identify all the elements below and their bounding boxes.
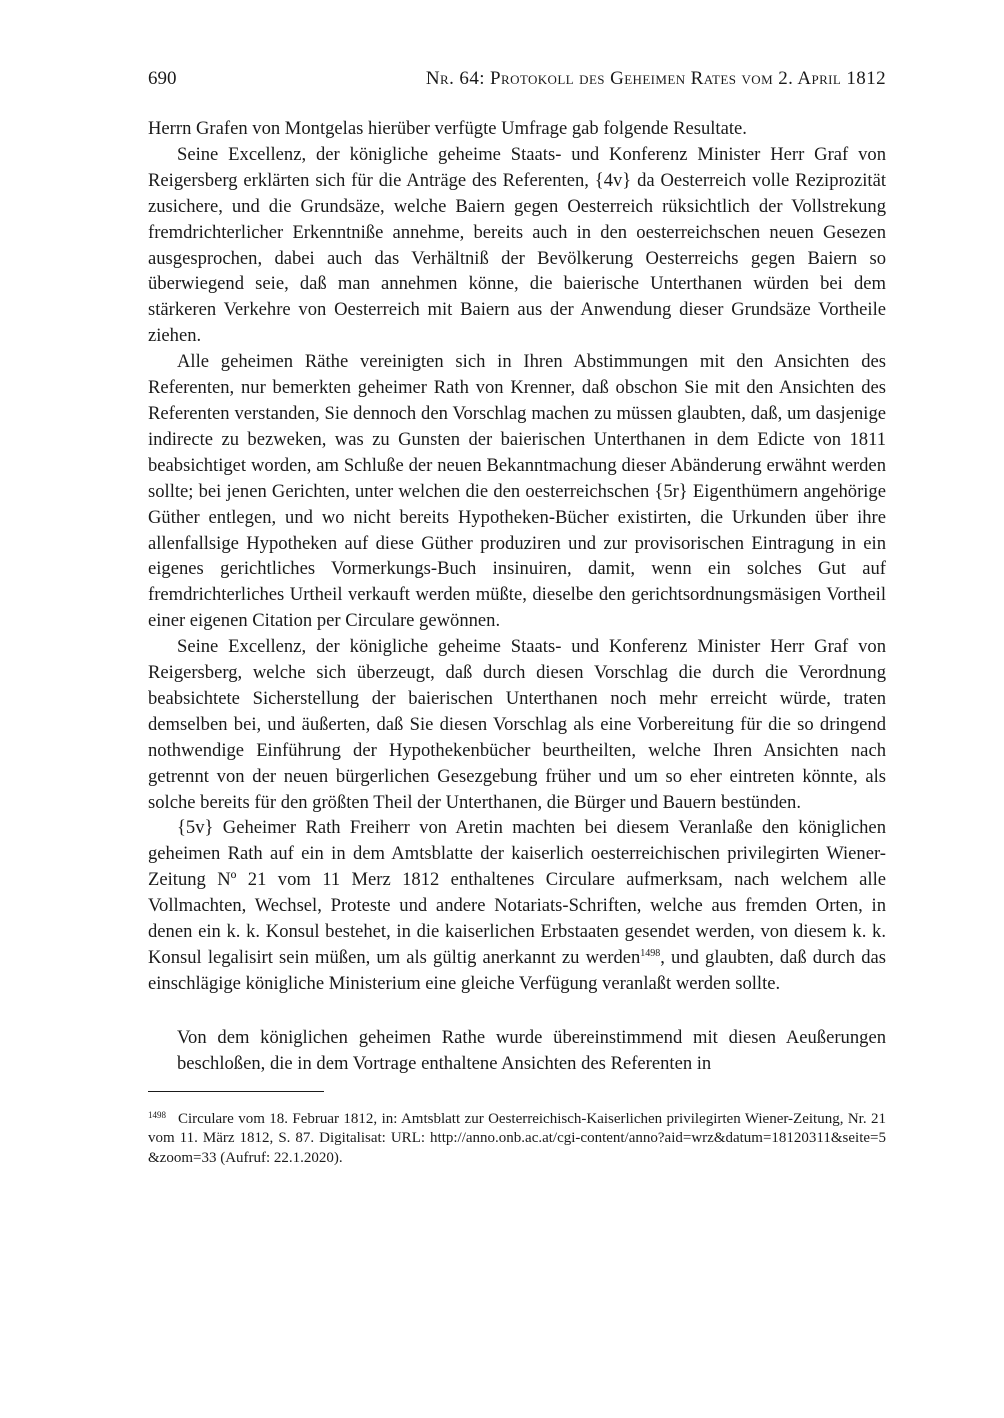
paragraph-3: Alle geheimen Räthe vereinigten sich in Ihren Abstimmungen mit den Ansichten des Referenten, nur bemerkten geheimer Rath von Krenner, daß obschon Sie mit den Ansichten des Referenten verstanden, Sie dennoch den Vorschlag machen zu müssen glaubten, daß, um dasjenige indirecte zu bezweken, was zu Gunsten der baierischen Unterthanen in dem Edicte von 1811 beabsichtiget worden, am Schluße der neuen Bekanntmachung dieser Abänderung erwähnt werden sollte; bei jenen Gerichten, unter welchen die den oesterreichschen {5r} Eigenthümern angehörige Güther entlegen, und wo nicht bereits Hypotheken-Bücher existirten, die Urkunden über ihre allenfallsige Hypotheken auf diese Güther produziren und zur provisorischen Eintragung in ein eigenes gerichtliches Vormerkungs-Buch insinuiren, damit, wenn ein solches Gut auf fremdrichterliches Urtheil verkauft werden müßte, dieselbe den gerichtsordnungsmäsigen Vortheil einer eigenen Citation per Circulare gewönnen. (148, 351, 886, 632)
footnote-divider (148, 1091, 324, 1092)
resolution-text: Von dem königlichen geheimen Rathe wurde übereinstimmend mit diesen Aeußerungen beschloßen, die in dem Vortrage enthaltene Ansichten des Referenten in (177, 1026, 886, 1074)
paragraph-5-text: {5v} Geheimer Rath Freiherr von Aretin machten bei diesem Veranlaße den königlichen geheimen Rath auf ein in dem Amtsblatte der kaiserlich oesterreichischen privilegirten Wiener-Zeitung Nº 21 vom 11 Merz 1812 enthaltenes Circulare aufmerksam, nach welchem alle Vollmachten, Wechsel, Proteste und andere Notariats-Schriften, welche aus fremden Orten, in denen ein k. k. Konsul bestehet, in die kaiserlichen Erbstaaten gesendet werden, von diesem k. k. Konsul legalisirt sein müßen, um als gültig anerkannt zu werden (148, 817, 886, 968)
footnote-number: 1498 (148, 1109, 166, 1120)
page-number: 690 (148, 68, 177, 89)
running-title: Nr. 64: Protokoll des Geheimen Rates vom 2. April 1812 (425, 68, 886, 89)
footnotes (148, 1106, 886, 1169)
paragraph-5 (148, 815, 886, 996)
footnote (148, 1106, 886, 1169)
running-head (148, 62, 886, 96)
document-page (148, 62, 886, 1168)
footnote-text: Circulare vom 18. Februar 1812, in: Amtsblatt zur Oesterreichisch-Kaiserlichen privilegirten Wiener-Zeitung, Nr. 21 vom 11. März 1812, S. 87. Digitalisat: URL: http://anno.onb.ac.at/cgi-content/anno?aid=wrz&datum=18120311&seite=5&zoom=33 (Aufruf: 22.1.2020). (148, 1110, 886, 1166)
paragraph-4: Seine Excellenz, der königliche geheime Staats- und Konferenz Minister Herr Graf von Reigersberg, welche sich überzeugt, daß durch diesen Vorschlag die durch die Verordnung beabsichtete Sicherstellung der baierischen Unterthanen noch mehr erreicht würde, traten demselben bei, und äußerten, daß Sie diesen Vorschlag als eine Vorbereitung für die so dringend nothwendige Einführung der Hypothekenbücher beurtheilten, welche Ihren Ansichten nach getrennt von der neuen bürgerlichen Gesezgebung früher und um so eher eintreten könnte, als solche bereits für den größten Theil der Unterthanen, die Bürger und Bauern bestünden. (148, 636, 886, 813)
paragraph-1: Herrn Grafen von Montgelas hierüber verfügte Umfrage gab folgende Resultate. (148, 118, 747, 139)
paragraph-5-text-continued: , und glaubten, daß durch das einschlägige königliche Ministerium eine gleiche Verfügung veranlaßt werden sollte. (148, 947, 886, 994)
footnote-reference[interactable]: 1498 (640, 948, 661, 959)
paragraph-2: Seine Excellenz, der königliche geheime Staats- und Konferenz Minister Herr Graf von Reigersberg erklärten sich für die Anträge des Referenten, {4v} da Oesterreich volle Reziprozität zusichere, und die Grundsäze, welche Baiern gegen Oesterreich rüksichtlich der Vollstrekung fremdrichterlicher Erkenntniße annehme, bereits auch in den oesterreichschen neuen Gesezen ausgesprochen, dabei auch das Verhältniß der Bevölkerung Oesterreichs gegen Baiern so überwiegend seie, daß man annehmen könne, die baierische Unterthanen würden bei dem stärkeren Verkehre von Oesterreich mit Baiern aus der Anwendung dieser Grundsäze Vortheile ziehen. (148, 143, 886, 347)
body-text (148, 116, 886, 997)
resolution-block (148, 1025, 886, 1077)
